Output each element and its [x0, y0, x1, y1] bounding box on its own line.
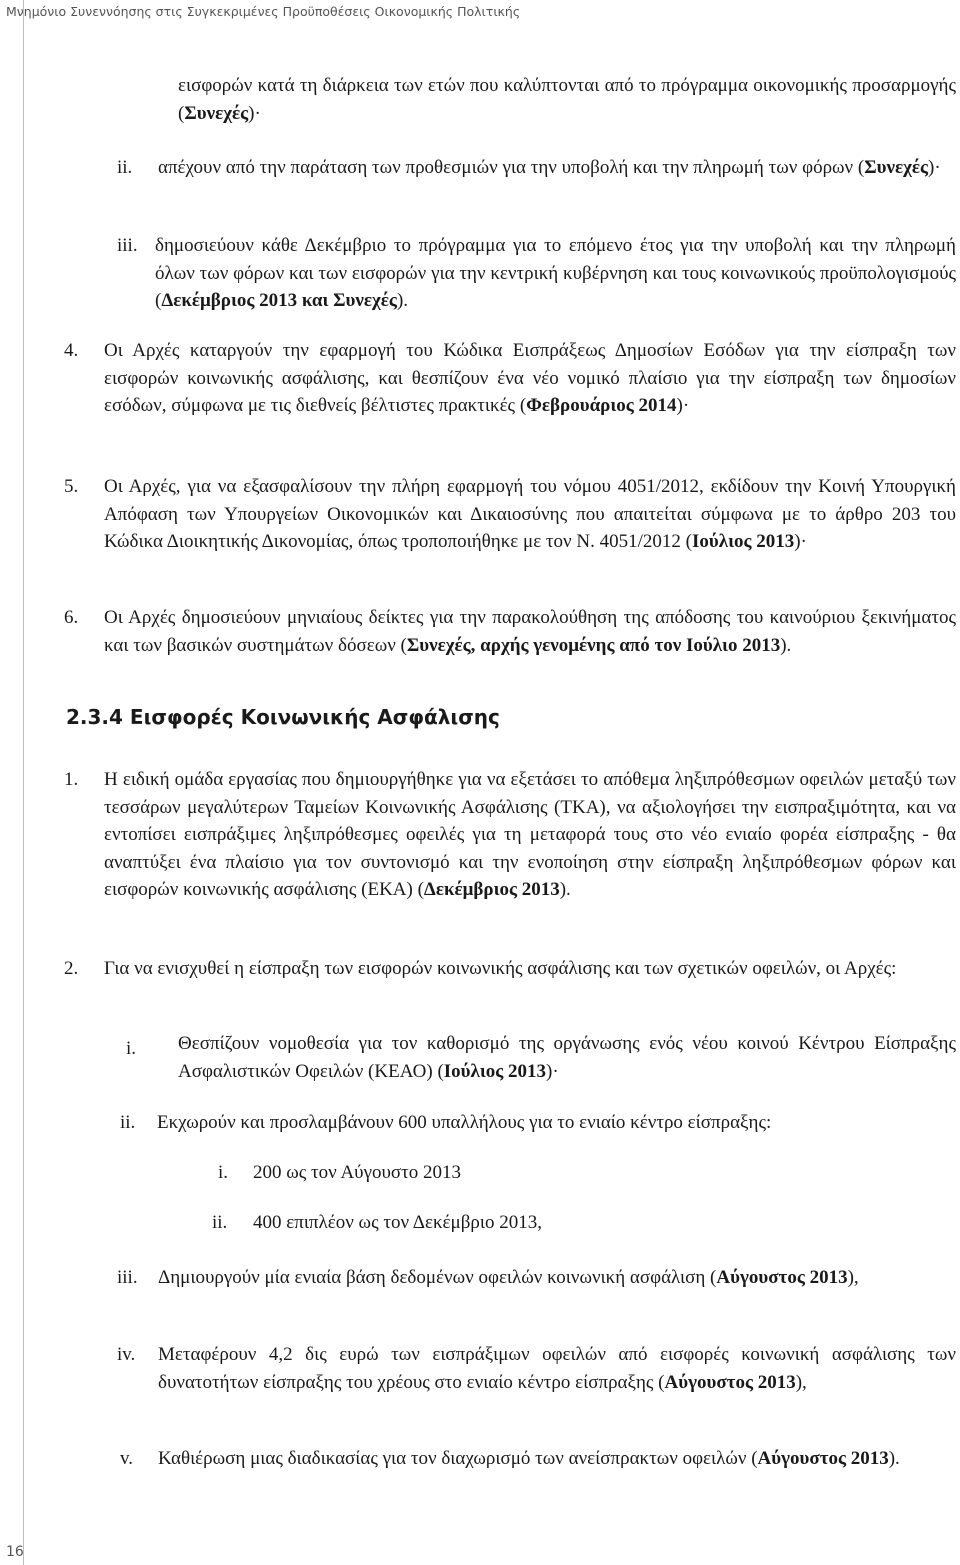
- numbered-item: Για να ενισχυθεί η είσπραξη των εισφορών κοινωνικής ασφάλισης και των σχετικών οφειλών, οι Αρχές:: [104, 958, 897, 979]
- item-number: 6.: [64, 607, 79, 628]
- sub-item-text: δημοσιεύουν κάθε Δεκέμβριο το πρόγραμμα για το επόμενο έτος για την υποβολή και την πληρωμή όλων των φόρων και των εισφορών για την κεντρική κυβέρνηση και τους κοινωνικούς προϋπολογισμούς (Δεκέμβριος 2013 και Συνεχές).: [155, 235, 956, 311]
- sub-item-label: ii.: [117, 157, 133, 178]
- sub-sub-item-text: 400 επιπλέον ως τον Δεκέμβριο 2013,: [253, 1212, 542, 1233]
- sub-item-text: Καθιέρωση μιας διαδικασίας για τον διαχωρισμό των ανείσπρακτων οφειλών (Αύγουστος 2013).: [158, 1448, 900, 1469]
- sub-sub-item-label: ii.: [212, 1212, 228, 1233]
- item-number: 1.: [64, 769, 79, 790]
- sub-item-text: απέχουν από την παράταση των προθεσμιών για την υποβολή και την πληρωμή των φόρων (Συνεχές)·: [158, 157, 941, 178]
- sub-item-label: iv.: [117, 1344, 136, 1365]
- numbered-item: Οι Αρχές καταργούν την εφαρμογή του Κώδικα Εισπράξεως Δημοσίων Εσόδων για την είσπραξη των εισφορών κοινωνικής ασφάλισης, και θεσπίζουν ένα νέο νομικό πλαίσιο για την είσπραξη των δημοσίων εσόδων, σύμφωνα με τις διεθνείς βέλτιστες πρακτικές (Φεβρουάριος 2014)·: [104, 340, 956, 416]
- sub-item-label: iii.: [117, 235, 138, 256]
- page-number: 16: [6, 1544, 24, 1560]
- item-number: 4.: [64, 340, 79, 361]
- sub-item-label: v.: [120, 1448, 134, 1469]
- sub-item-text: Εκχωρούν και προσλαμβάνουν 600 υπαλλήλους για το ενιαίο κέντρο είσπραξης:: [157, 1112, 772, 1133]
- numbered-item: Οι Αρχές, για να εξασφαλίσουν την πλήρη εφαρμογή του νόμου 4051/2012, εκδίδουν την Κοινή Υπουργική Απόφαση των Υπουργείων Οικονομικών και Δικαιοσύνης που απαιτείται σύμφωνα με το άρθρο 203 του Κώδικα Διοικητικής Δικονομίας, όπως τροποποιήθηκε με τον Ν. 4051/2012 (Ιούλιος 2013)·: [104, 476, 956, 552]
- sub-item-text: Θεσπίζουν νομοθεσία για τον καθορισμό της οργάνωσης ενός νέου κοινού Κέντρου Είσπραξης Ασφαλιστικών Οφειλών (ΚΕΑΟ) (Ιούλιος 2013)·: [178, 1033, 956, 1082]
- sub-item-label: ii.: [120, 1112, 136, 1133]
- margin-rule: [23, 0, 24, 1565]
- item-number: 2.: [64, 958, 79, 979]
- numbered-item: Η ειδική ομάδα εργασίας που δημιουργήθηκε για να εξετάσει το απόθεμα ληξιπρόθεσμων οφειλών μεταξύ των τεσσάρων μεγαλύτερων Ταμείων Κοινωνικής Ασφάλισης (ΤΚΑ), να αξιολογήσει την εισπραξιμότητα, και να εντοπίσει εισπράξιμες ληξιπρόθεσμες οφειλές για τη μεταφορά τους στο νέο ενιαίο φορέα είσπραξης - θα αναπτύξει ένα πλαίσιο για τον συντονισμό και την ενοποίηση στην είσπραξη ληξιπρόθεσμων φόρων και εισφορών κοινωνικής ασφάλισης (ΕΚΑ) (Δεκέμβριος 2013).: [104, 769, 956, 900]
- numbered-item: Οι Αρχές δημοσιεύουν μηνιαίους δείκτες για την παρακολούθηση της απόδοσης του καινούριου ξεκινήματος και των βασικών συστημάτων δόσεων (Συνεχές, αρχής γενομένης από τον Ιούλιο 2013).: [104, 607, 956, 656]
- sub-sub-item-label: i.: [218, 1162, 229, 1183]
- sub-item-label: iii.: [117, 1267, 138, 1288]
- sub-item-label: i.: [126, 1038, 137, 1059]
- sub-item-text: Δημιουργούν μία ενιαία βάση δεδομένων οφειλών κοινωνική ασφάλιση (Αύγουστος 2013),: [158, 1267, 859, 1288]
- item-number: 5.: [64, 476, 79, 497]
- sub-sub-item-text: 200 ως τον Αύγουστο 2013: [253, 1162, 462, 1183]
- sub-item-text: Μεταφέρουν 4,2 δις ευρώ των εισπράξιμων οφειλών από εισφορές κοινωνική ασφάλισης των δυνατοτήτων είσπραξης του χρέους στο ενιαίο κέντρο είσπραξης (Αύγουστος 2013),: [158, 1344, 956, 1393]
- section-heading: 2.3.4 Εισφορές Κοινωνικής Ασφάλισης: [66, 705, 500, 729]
- running-header: Μνημόνιο Συνεννόησης στις Συγκεκριμένες Προϋποθέσεις Οικονομικής Πολιτικής: [6, 4, 521, 19]
- continued-paragraph: εισφορών κατά τη διάρκεια των ετών που καλύπτονται από το πρόγραμμα οικονομικής προσαρμογής (Συνεχές)·: [178, 75, 956, 124]
